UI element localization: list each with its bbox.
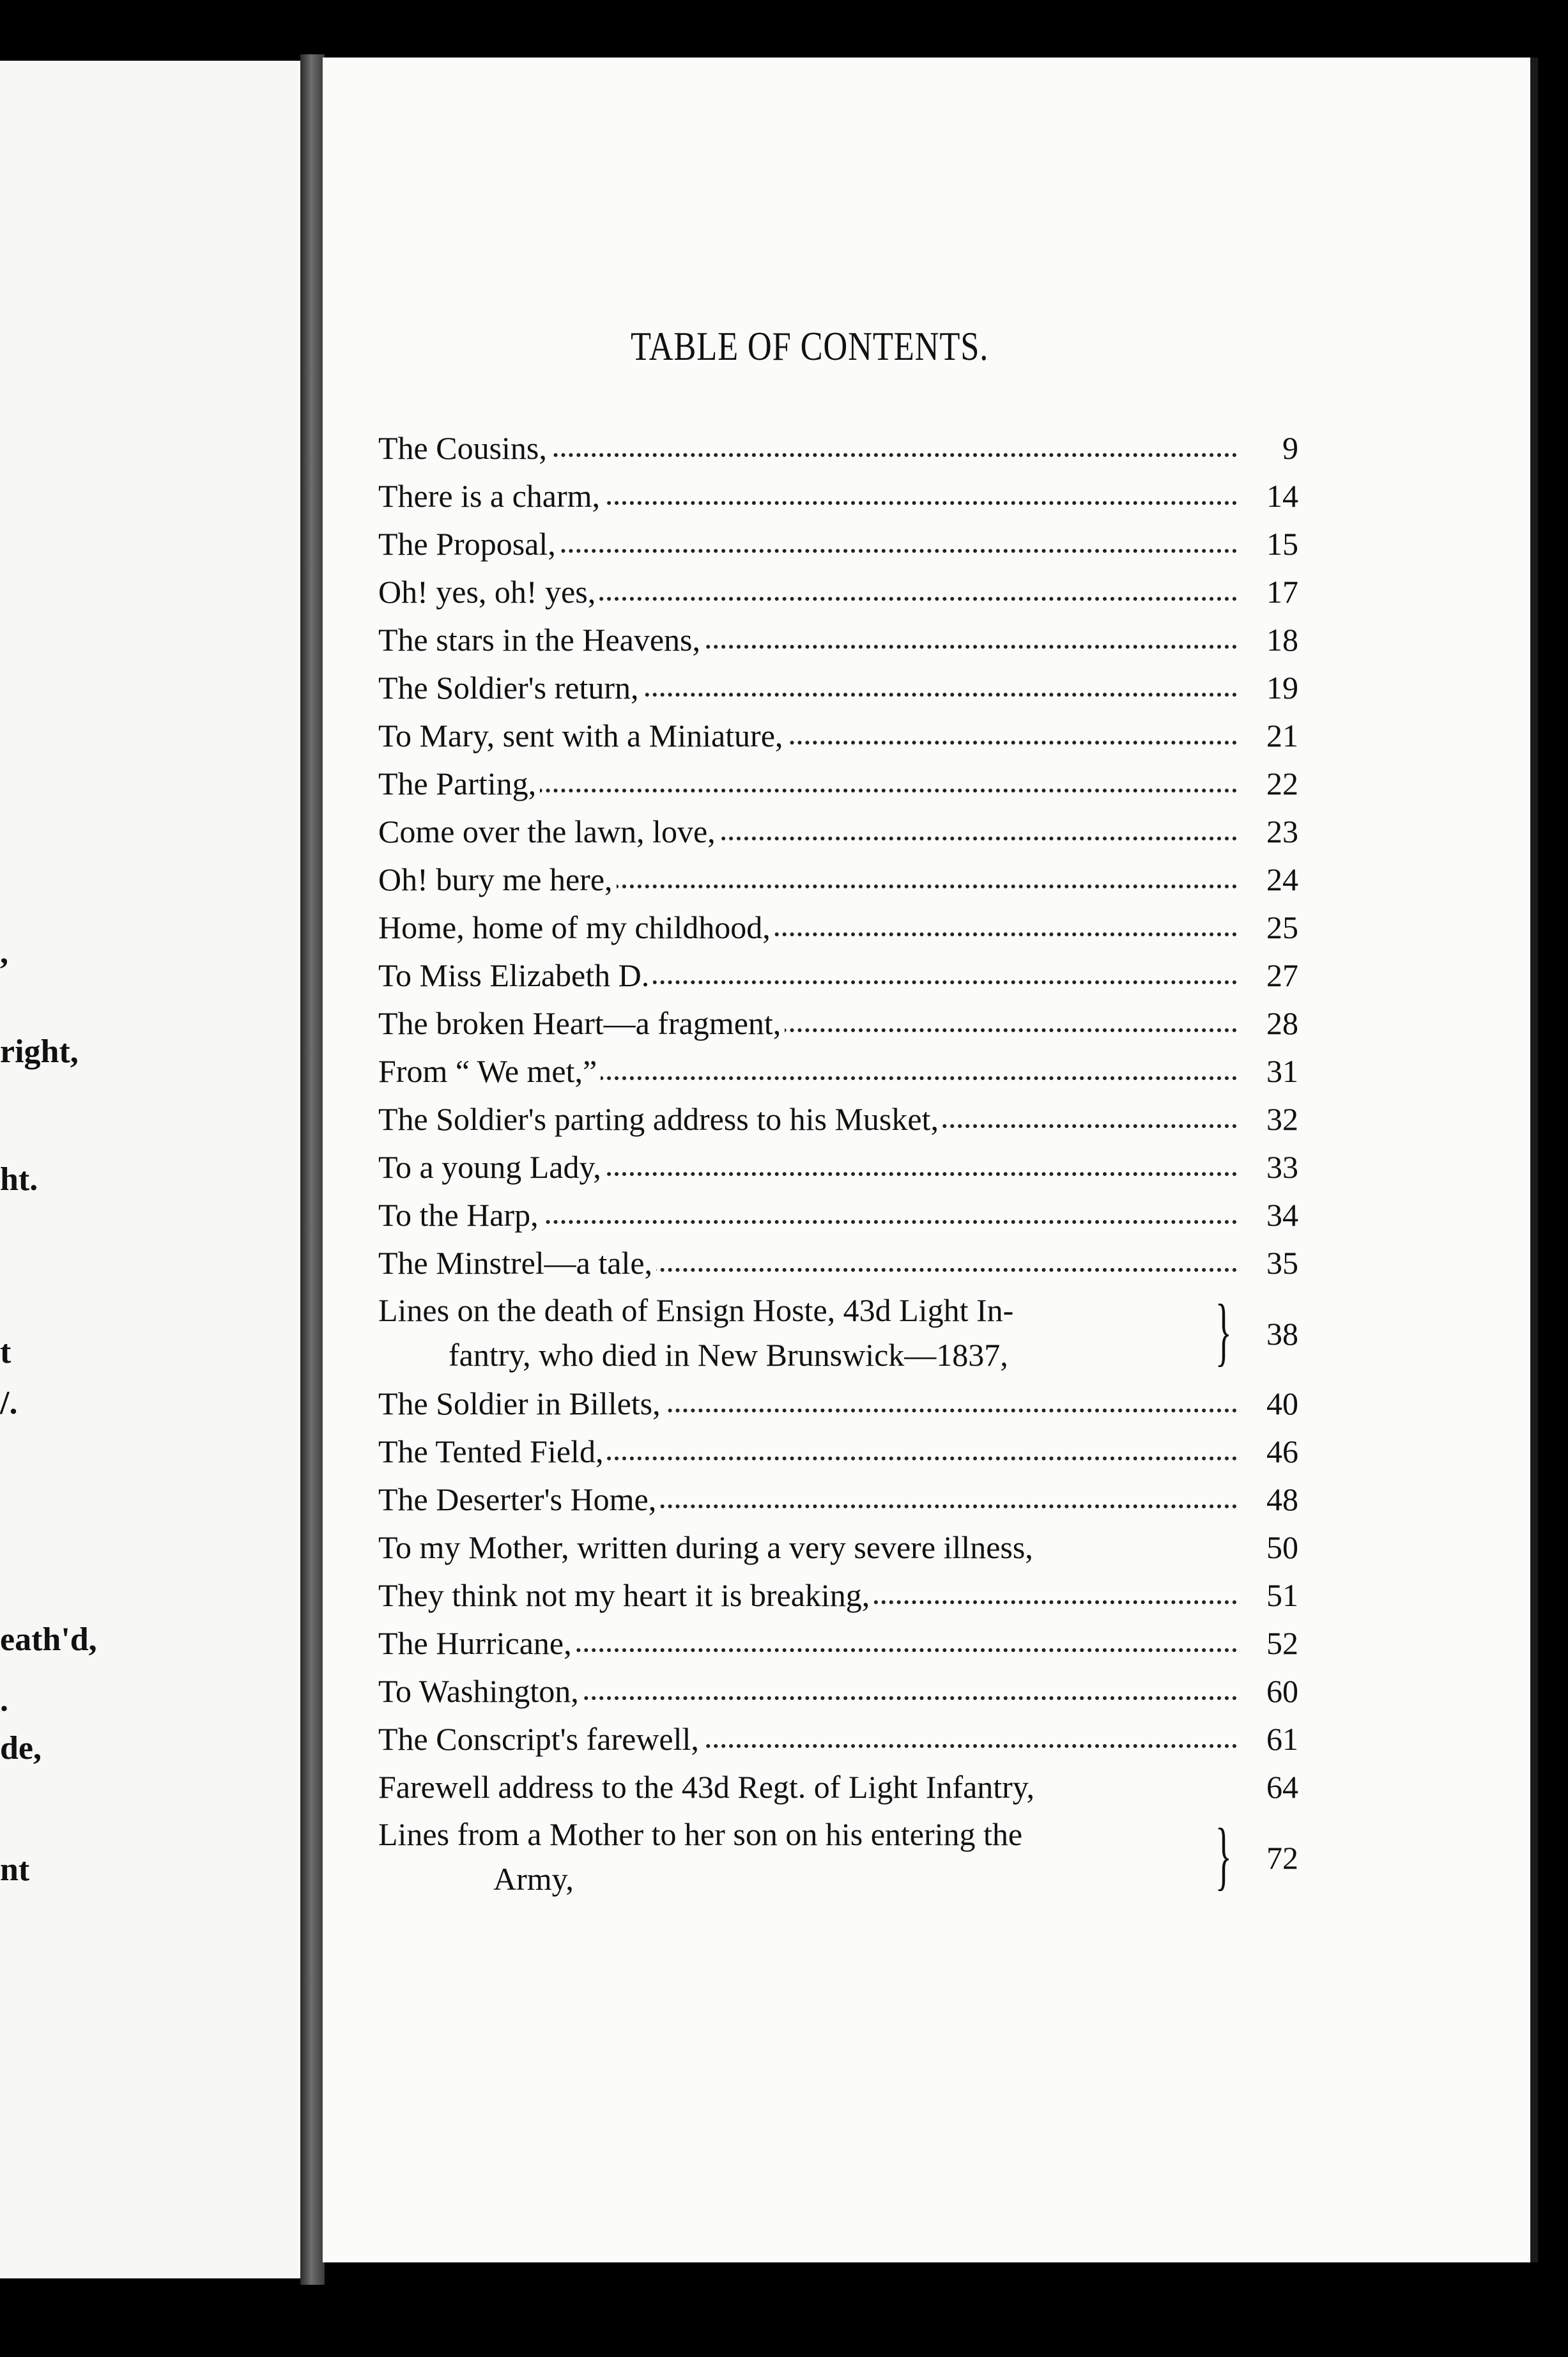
entry-page-number: 15 (1266, 526, 1298, 562)
entry-title: The Hurricane, (378, 1625, 576, 1661)
left-fragment: de, (0, 1730, 42, 1766)
left-fragment: right, (0, 1033, 79, 1070)
page-title: TABLE OF CONTENTS. (631, 323, 989, 369)
entry-title: To a young Lady, (378, 1149, 605, 1185)
left-page (0, 61, 316, 2278)
entry-page-number: 27 (1266, 957, 1298, 993)
toc-entry (378, 1476, 1298, 1524)
entry-title: There is a charm, (378, 478, 604, 514)
toc-entry (378, 569, 1298, 617)
entry-title: From “ We met,” (378, 1053, 601, 1089)
entry-title: To the Harp, (378, 1197, 542, 1233)
toc-entry (378, 1620, 1298, 1668)
left-fragment: nt (0, 1851, 30, 1888)
toc-entry (378, 1524, 1298, 1572)
table-of-contents (378, 425, 1298, 1905)
entry-page-number: 22 (1266, 766, 1298, 801)
toc-entry (378, 425, 1298, 473)
entry-page-number: 28 (1266, 1005, 1298, 1041)
entry-title: To Washington, (378, 1673, 583, 1709)
entry-page-number: 14 (1266, 478, 1298, 514)
entry-page-number: 31 (1266, 1053, 1298, 1089)
entry-title: The stars in the Heavens, (378, 622, 704, 658)
entry-title: To Mary, sent with a Miniature, (378, 718, 787, 753)
toc-entry (378, 1192, 1298, 1240)
entry-page-number: 46 (1266, 1434, 1298, 1469)
entry-page-number: 52 (1266, 1625, 1298, 1661)
entry-title: The Soldier's parting address to his Musket, (378, 1101, 942, 1137)
toc-entry (378, 761, 1298, 808)
toc-entry (378, 856, 1298, 904)
left-fragment: t (0, 1334, 12, 1370)
left-fragment: eath'd, (0, 1621, 97, 1658)
left-fragment: . (0, 1682, 8, 1719)
entry-page-number: 25 (1266, 909, 1298, 945)
entry-title: Home, home of my childhood, (378, 909, 774, 945)
toc-entry (378, 1000, 1298, 1048)
toc-entry (378, 1240, 1298, 1288)
entry-page-number: 60 (1266, 1673, 1298, 1709)
entry-title-continued: fantry, who died in New Brunswick—1837, (449, 1337, 1008, 1373)
toc-entry (378, 1716, 1298, 1764)
entry-page-number: 34 (1266, 1197, 1298, 1233)
entry-page-number: 50 (1266, 1529, 1298, 1565)
entry-page-number: 38 (1266, 1316, 1298, 1352)
entry-page-number: 51 (1266, 1577, 1298, 1613)
entry-title-continued: Army, (493, 1861, 574, 1897)
left-fragment: /. (0, 1385, 18, 1421)
brace-icon: } (1215, 1812, 1233, 1897)
toc-entry (378, 1812, 1298, 1905)
entry-title: Farewell address to the 43d Regt. of Light Infantry, (378, 1769, 1038, 1805)
entry-page-number: 32 (1266, 1101, 1298, 1137)
entry-title: The broken Heart—a fragment, (378, 1005, 785, 1041)
toc-entry (378, 904, 1298, 952)
toc-entry (378, 1668, 1298, 1716)
entry-title: To my Mother, written during a very severe illness, (378, 1529, 1037, 1565)
entry-page-number: 9 (1282, 430, 1298, 466)
toc-entry (378, 1764, 1298, 1812)
toc-entry (378, 665, 1298, 713)
toc-entry (378, 473, 1298, 521)
entry-page-number: 21 (1266, 718, 1298, 753)
entry-title: Oh! bury me here, (378, 862, 617, 897)
entry-page-number: 18 (1266, 622, 1298, 658)
entry-page-number: 72 (1266, 1840, 1298, 1876)
toc-entry (378, 1428, 1298, 1476)
toc-entry (378, 1572, 1298, 1620)
entry-page-number: 35 (1266, 1245, 1298, 1281)
toc-entry (378, 617, 1298, 665)
entry-title: They think not my heart it is breaking, (378, 1577, 873, 1613)
entry-title: The Tented Field, (378, 1434, 607, 1469)
entry-page-number: 17 (1266, 574, 1298, 610)
entry-title: The Conscript's farewell, (378, 1721, 703, 1757)
entry-title: Lines on the death of Ensign Hoste, 43d Light In- (378, 1292, 1014, 1328)
entry-page-number: 64 (1266, 1769, 1298, 1805)
entry-page-number: 40 (1266, 1386, 1298, 1421)
left-fragment: , (0, 934, 8, 971)
entry-title: Come over the lawn, love, (378, 814, 719, 849)
brace-icon: } (1215, 1288, 1233, 1373)
entry-title: To Miss Elizabeth D. (378, 957, 653, 993)
entry-page-number: 19 (1266, 670, 1298, 706)
entry-title: The Soldier's return, (378, 670, 643, 706)
entry-page-number: 33 (1266, 1149, 1298, 1185)
toc-entry (378, 713, 1298, 761)
entry-title: Lines from a Mother to her son on his entering the (378, 1816, 1023, 1852)
entry-page-number: 61 (1266, 1721, 1298, 1757)
book-spine (300, 54, 325, 2285)
entry-page-number: 48 (1266, 1481, 1298, 1517)
toc-entry (378, 1288, 1298, 1380)
toc-entry (378, 521, 1298, 569)
entry-page-number: 24 (1266, 862, 1298, 897)
toc-entry (378, 1380, 1298, 1428)
entry-title: The Cousins, (378, 430, 551, 466)
entry-title: The Soldier in Billets, (378, 1386, 665, 1421)
toc-entry (378, 1144, 1298, 1192)
page-edge (1530, 58, 1538, 2262)
entry-title: The Deserter's Home, (378, 1481, 660, 1517)
entry-title: The Parting, (378, 766, 540, 801)
left-fragment: ht. (0, 1161, 38, 1198)
toc-entry (378, 1048, 1298, 1096)
entry-title: The Minstrel—a tale, (378, 1245, 656, 1281)
toc-entry (378, 808, 1298, 856)
left-page-text-fragments (0, 61, 316, 2278)
entry-title: Oh! yes, oh! yes, (378, 574, 599, 610)
toc-entry (378, 952, 1298, 1000)
entry-title: The Proposal, (378, 526, 560, 562)
toc-entry (378, 1096, 1298, 1144)
entry-page-number: 23 (1266, 814, 1298, 849)
